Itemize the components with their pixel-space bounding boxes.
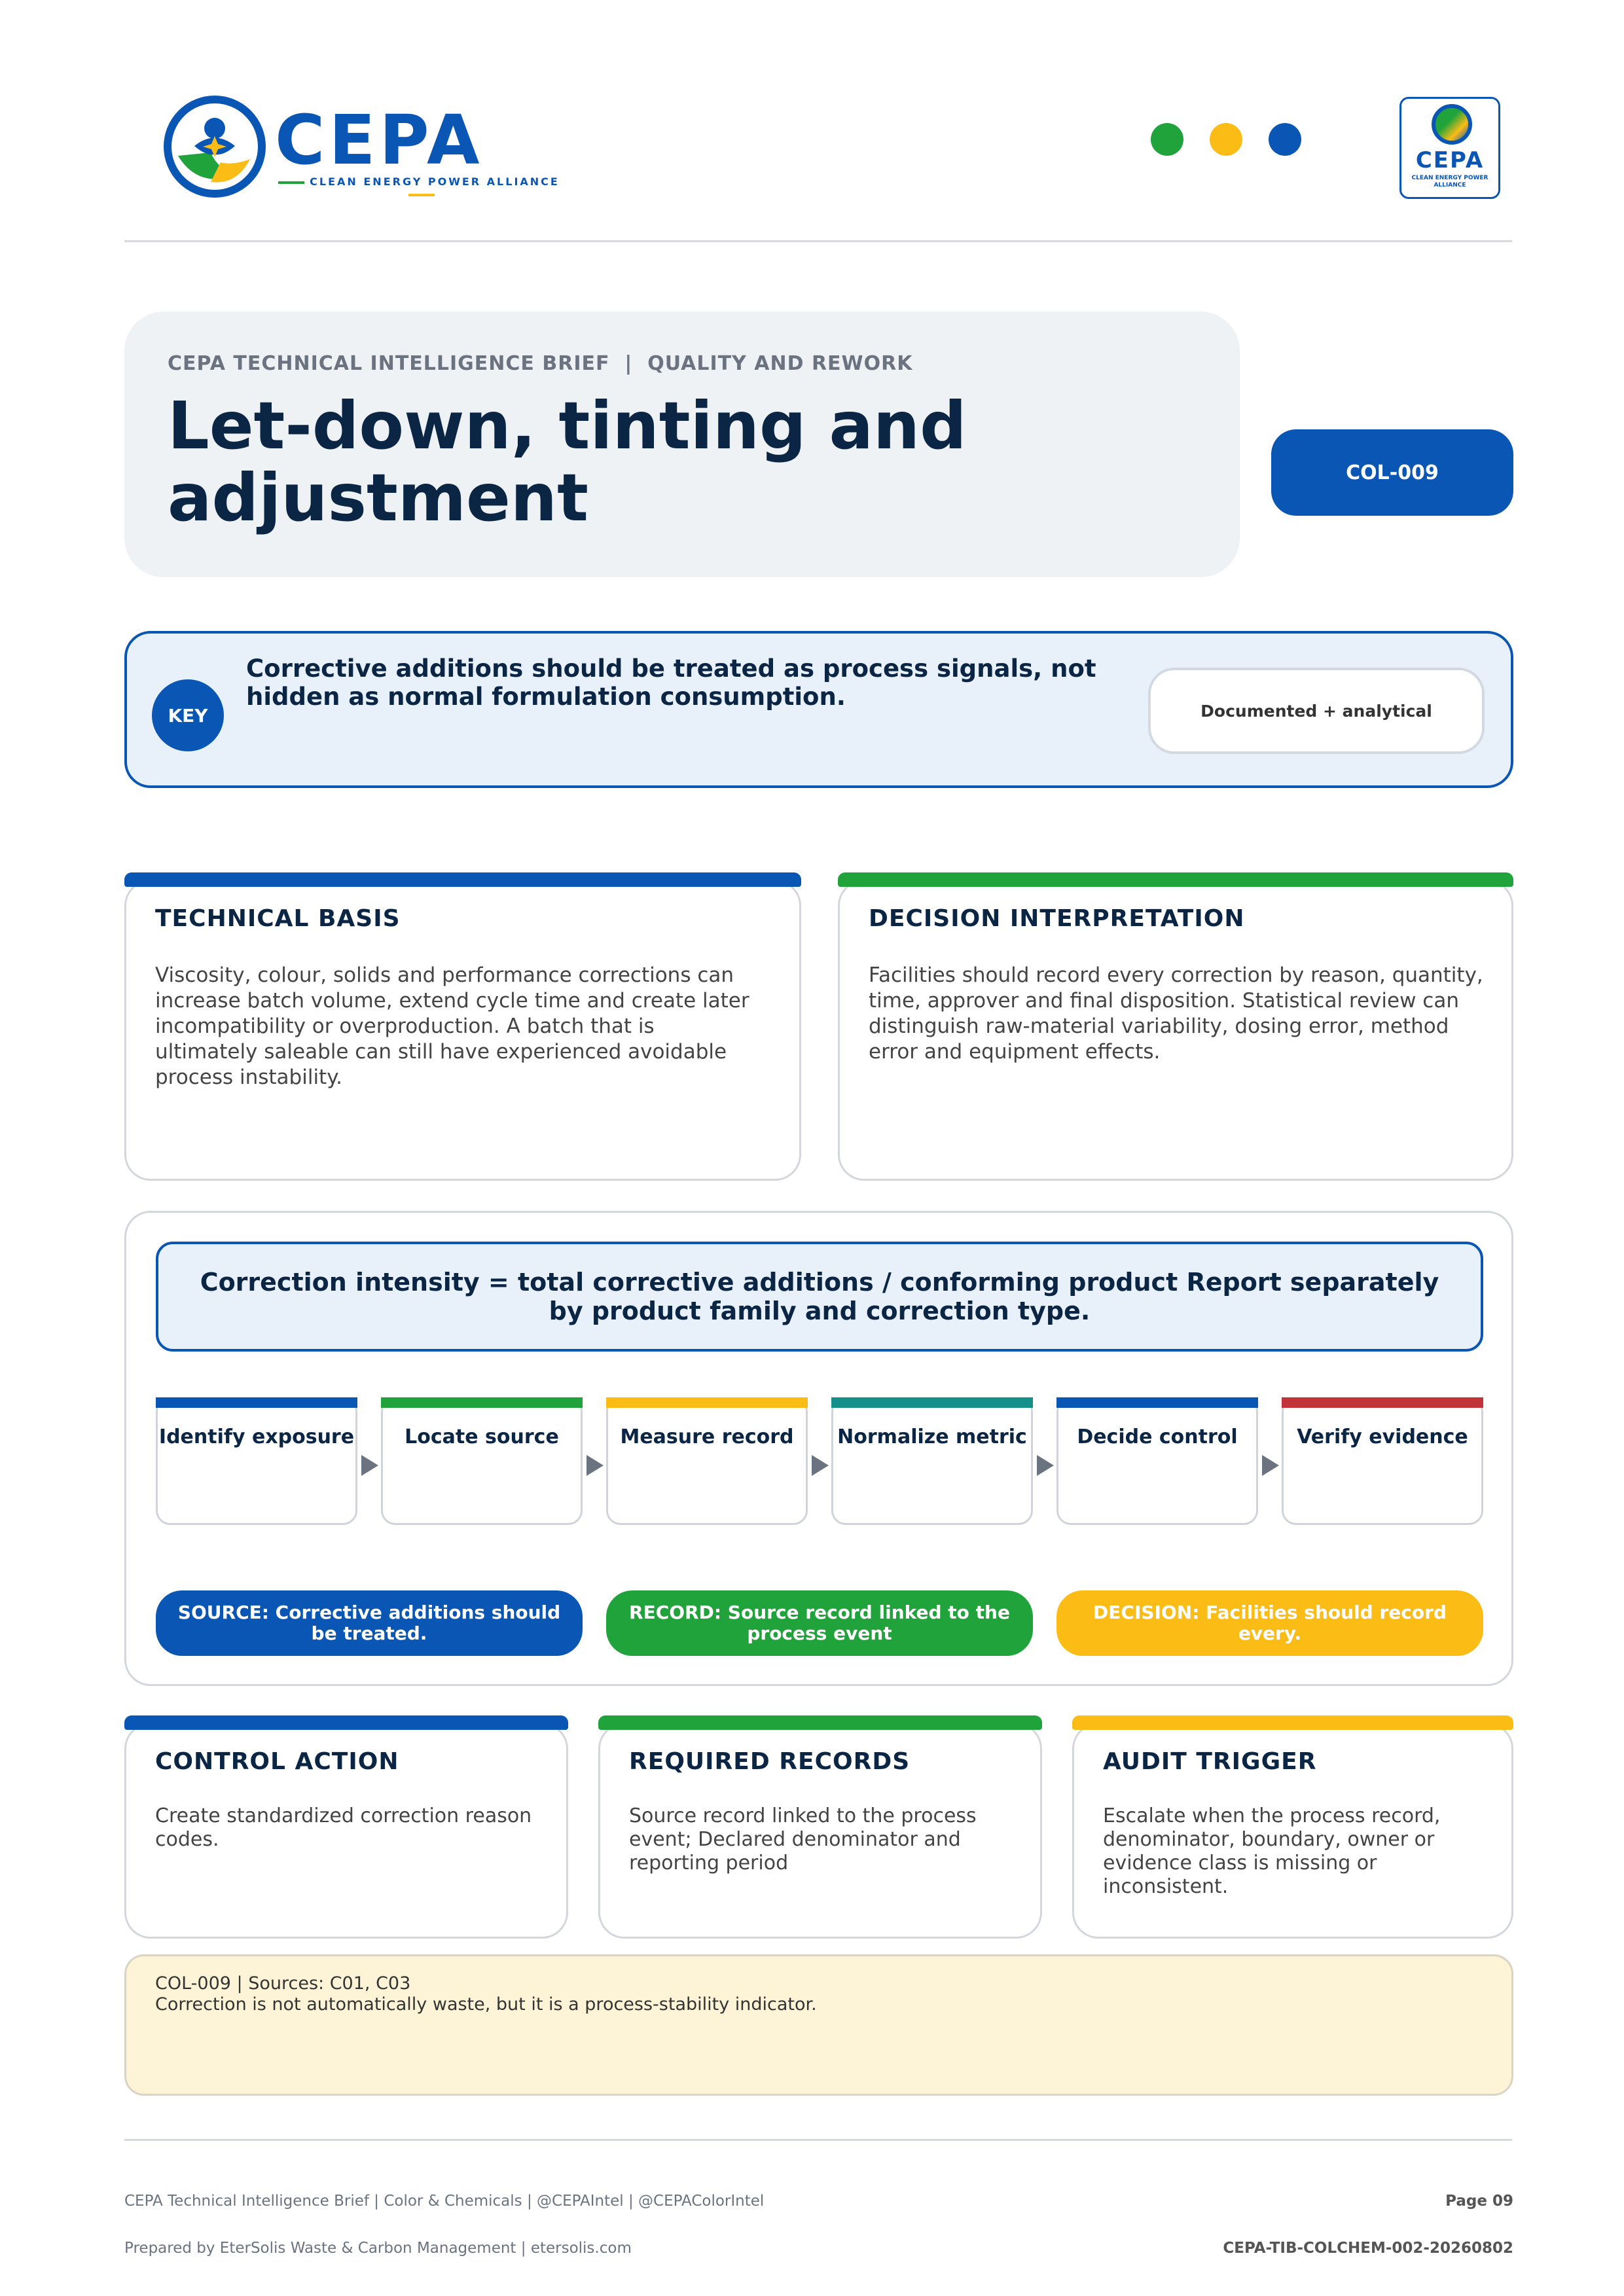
footer-prepared-by: Prepared by EterSolis Waste & Carbon Management | etersolis.com xyxy=(124,2240,632,2257)
footer-divider xyxy=(124,2139,1512,2141)
arrow-right-icon xyxy=(1262,1455,1279,1476)
process-panel xyxy=(124,1211,1513,1686)
step-label: Locate source xyxy=(405,1426,559,1448)
step-verify-evidence xyxy=(1282,1397,1483,1525)
document-code-badge: COL-009 xyxy=(1271,429,1513,516)
source-note xyxy=(124,1954,1513,2096)
step-normalize-metric xyxy=(831,1397,1033,1525)
step-label: Decide control xyxy=(1077,1426,1238,1448)
card-audit-trigger xyxy=(1072,1723,1513,1939)
card-control-action xyxy=(124,1723,568,1939)
source-tag: SOURCE: Corrective additions should be treated. xyxy=(156,1590,583,1656)
page-number: Page 09 xyxy=(1445,2193,1513,2210)
record-tag: RECORD: Source record linked to the process event xyxy=(606,1590,1033,1656)
card-body: Escalate when the process record, denominator, boundary, owner or evidence class is missing or inconsistent. xyxy=(1103,1804,1441,1898)
card-accent-bar xyxy=(1072,1715,1513,1730)
step-accent-bar xyxy=(1282,1397,1483,1408)
step-accent-bar xyxy=(1056,1397,1258,1408)
logo-wordmark: CEPA xyxy=(275,100,484,180)
evidence-badge: Documented + analytical xyxy=(1148,668,1485,754)
step-identify-exposure xyxy=(156,1397,357,1525)
cepa-badge xyxy=(1399,97,1500,199)
card-technical-basis xyxy=(124,880,801,1181)
blue-dot xyxy=(1269,123,1301,156)
card-title: TECHNICAL BASIS xyxy=(155,905,401,932)
card-accent-bar xyxy=(598,1715,1042,1730)
arrow-right-icon xyxy=(586,1455,604,1476)
formula-box: Correction intensity = total corrective additions / conforming product Report separately by product family and correction type. xyxy=(156,1242,1483,1352)
card-accent-bar xyxy=(124,872,801,887)
logo-tagline-text: CLEAN ENERGY POWER ALLIANCE xyxy=(310,175,560,188)
note-caveat: Correction is not automatically waste, but it is a process-stability indicator. xyxy=(155,1994,817,2015)
logo-emblem-icon xyxy=(164,96,266,198)
cepa-logo xyxy=(164,96,569,200)
step-accent-bar xyxy=(606,1397,808,1408)
step-decide-control xyxy=(1056,1397,1258,1525)
step-label: Verify evidence xyxy=(1297,1426,1468,1448)
card-title: REQUIRED RECORDS xyxy=(629,1748,911,1775)
arrow-right-icon xyxy=(1037,1455,1054,1476)
card-title: AUDIT TRIGGER xyxy=(1103,1748,1317,1775)
page-title: Let-down, tinting and adjustment xyxy=(168,387,967,536)
card-accent-bar xyxy=(124,1715,568,1730)
card-body: Create standardized correction reason codes. xyxy=(155,1804,532,1851)
card-body: Facilities should record every correction by reason, quantity, time, approver and final disposition. Statistical review can distinguish raw-material variability, dosing error, method error and equipment effects. xyxy=(869,963,1483,1064)
card-body: Source record linked to the process event; Declared denominator and reporting period xyxy=(629,1804,977,1874)
step-label: Identify exposure xyxy=(158,1426,355,1448)
card-accent-bar xyxy=(838,872,1513,887)
note-text xyxy=(155,1973,817,2015)
key-badge: KEY xyxy=(152,679,224,751)
step-label: Normalize metric xyxy=(837,1426,1027,1448)
logo-tagline xyxy=(275,175,563,200)
header-divider xyxy=(124,240,1512,242)
note-sources: COL-009 | Sources: C01, C03 xyxy=(155,1973,411,1994)
footer-publication: CEPA Technical Intelligence Brief | Color & Chemicals | @CEPAIntel | @CEPAColorIntel xyxy=(124,2193,765,2210)
arrow-right-icon xyxy=(361,1455,378,1476)
card-title: DECISION INTERPRETATION xyxy=(869,905,1245,932)
key-message: Corrective additions should be treated as process signals, not hidden as normal formulation consumption. xyxy=(246,655,1096,711)
eyebrow: CEPA TECHNICAL INTELLIGENCE BRIEF | QUALITY AND REWORK xyxy=(168,352,913,375)
card-body: Viscosity, colour, solids and performance corrections can increase batch volume, extend cycle time and create later incompatibility or overproduction. A batch that is ultimately saleable can still have experienced avoidable process instability. xyxy=(155,963,749,1089)
badge-tagline: CLEAN ENERGY POWER ALLIANCE xyxy=(1411,175,1489,188)
step-accent-bar xyxy=(381,1397,583,1408)
title-panel xyxy=(124,312,1240,577)
step-measure-record xyxy=(606,1397,808,1525)
step-accent-bar xyxy=(156,1397,357,1408)
yellow-dot xyxy=(1210,123,1242,156)
decision-tag: DECISION: Facilities should record every. xyxy=(1056,1590,1483,1656)
card-required-records xyxy=(598,1723,1042,1939)
step-accent-bar xyxy=(831,1397,1033,1408)
card-decision-interpretation xyxy=(838,880,1513,1181)
document-id: CEPA-TIB-COLCHEM-002-20260802 xyxy=(1223,2240,1513,2257)
key-callout xyxy=(124,631,1513,788)
green-dot xyxy=(1151,123,1183,156)
card-title: CONTROL ACTION xyxy=(155,1748,399,1775)
step-label: Measure record xyxy=(620,1426,794,1448)
badge-emblem-icon xyxy=(1432,104,1472,145)
step-locate-source xyxy=(381,1397,583,1525)
badge-wordmark: CEPA xyxy=(1415,147,1485,173)
arrow-right-icon xyxy=(812,1455,829,1476)
